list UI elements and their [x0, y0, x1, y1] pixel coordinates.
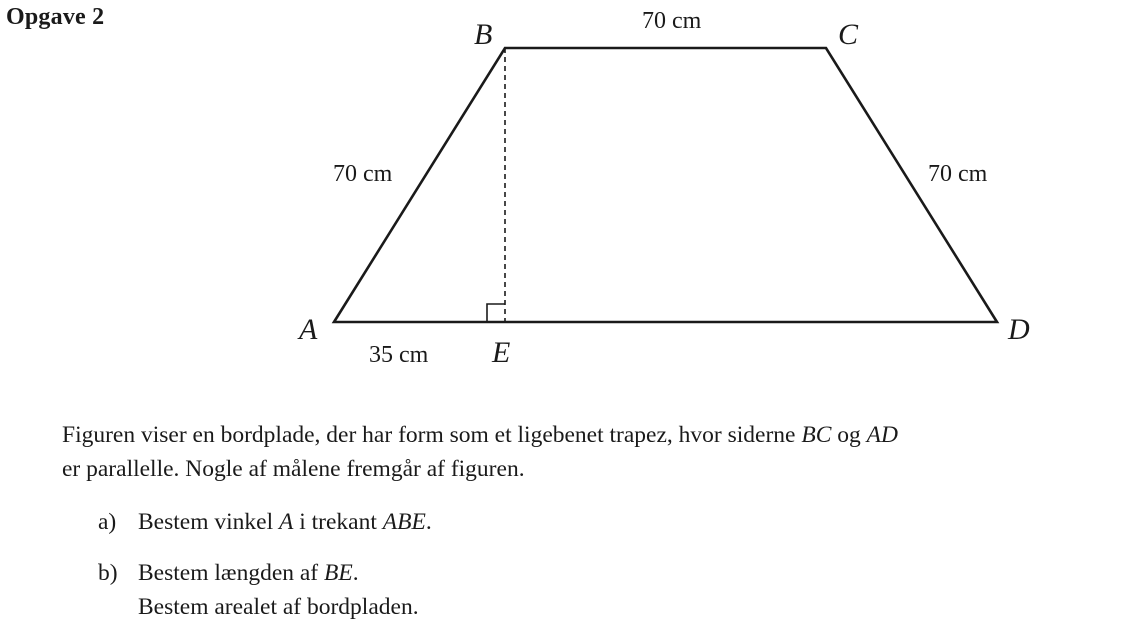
point-label-a: A — [299, 313, 318, 346]
question-text: Bestem vinkel — [138, 509, 279, 535]
question-letter: b) — [98, 560, 118, 586]
measure-ae: 35 cm — [369, 342, 429, 368]
question-text: i trekant — [293, 509, 383, 535]
question-b — [98, 556, 432, 624]
measure-bc: 70 cm — [642, 8, 702, 34]
problem-description — [62, 418, 1132, 486]
measure-cd: 70 cm — [928, 161, 988, 187]
segment-var: BE — [324, 560, 353, 586]
measure-ab: 70 cm — [333, 161, 393, 187]
point-label-c: C — [838, 18, 859, 51]
trapezoid-outline — [334, 48, 997, 322]
triangle-var: ABE — [382, 509, 426, 535]
point-label-d: D — [1008, 313, 1030, 346]
question-letter: a) — [98, 509, 117, 535]
angle-var: A — [278, 509, 294, 535]
question-text: Bestem længden af — [138, 560, 325, 586]
description-text-1: Figuren viser en bordplade, der har form som et ligebenet trapez, hvor siderne — [62, 422, 802, 448]
question-list — [98, 505, 432, 624]
description-og: og — [831, 422, 867, 448]
question-text-line2: Bestem arealet af bordpladen. — [138, 594, 419, 620]
description-text-2: er parallelle. Nogle af målene fremgår af figuren. — [62, 456, 525, 482]
exercise-heading: Opgave 2 — [6, 4, 105, 30]
question-a — [98, 505, 432, 539]
right-angle-marker — [487, 304, 505, 322]
question-text: . — [425, 509, 432, 535]
segment-bc: BC — [801, 422, 832, 448]
point-label-b: B — [474, 18, 493, 51]
point-label-e: E — [492, 336, 511, 369]
question-text: . — [352, 560, 359, 586]
segment-ad: AD — [866, 422, 898, 448]
